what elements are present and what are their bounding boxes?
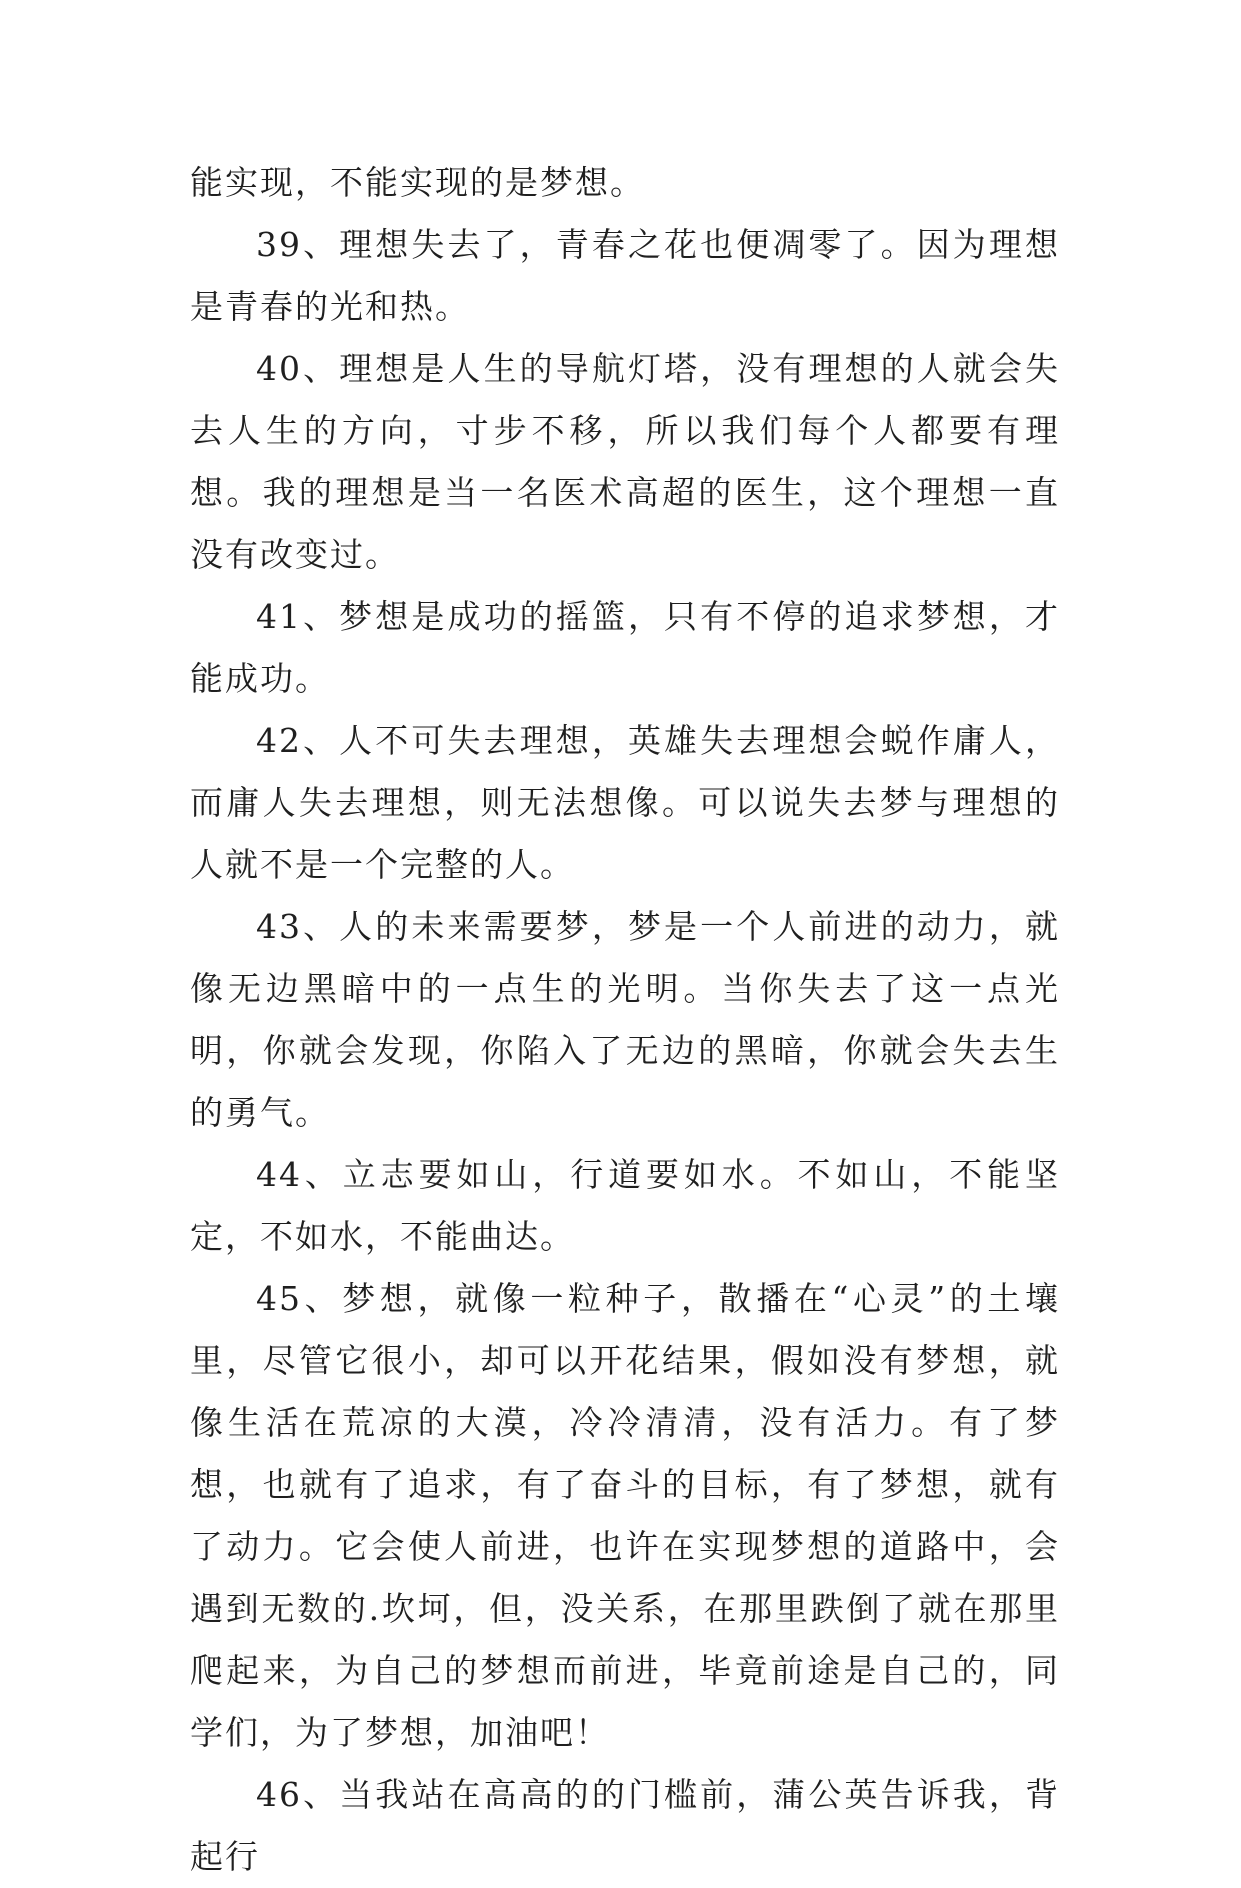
paragraph-continuation: 能实现，不能实现的是梦想。 xyxy=(190,163,645,202)
document-body xyxy=(190,152,1060,1888)
paragraph-42: 42、人不可失去理想，英雄失去理想会蜕作庸人，而庸人失去理想，则无法想像。可以说失去梦与理想的人就不是一个完整的人。 xyxy=(190,721,1060,884)
paragraph-45: 45、梦想，就像一粒种子，散播在“心灵”的土壤里，尽管它很小，却可以开花结果，假如没有梦想，就像生活在荒凉的大漠，冷冷清清，没有活力。有了梦想，也就有了追求，有了奋斗的目标，有了梦想，就有了动力。它会使人前进，也许在实现梦想的道路中，会遇到无数的.坎坷，但，没关系，在那里跌倒了就在那里爬起来，为自己的梦想而前进，毕竟前途是自己的，同学们，为了梦想，加油吧！ xyxy=(190,1279,1060,1752)
paragraph-41: 41、梦想是成功的摇篮，只有不停的追求梦想，才能成功。 xyxy=(190,597,1060,698)
paragraph-44: 44、立志要如山，行道要如水。不如山，不能坚定，不如水，不能曲达。 xyxy=(190,1155,1060,1256)
paragraph-40: 40、理想是人生的导航灯塔，没有理想的人就会失去人生的方向，寸步不移，所以我们每个人都要有理想。我的理想是当一名医术高超的医生，这个理想一直没有改变过。 xyxy=(190,349,1060,574)
paragraph-46: 46、当我站在高高的的门槛前，蒲公英告诉我，背起行 xyxy=(190,1775,1060,1876)
paragraph-39: 39、理想失去了，青春之花也便凋零了。因为理想是青春的光和热。 xyxy=(190,225,1060,326)
paragraph-43: 43、人的未来需要梦，梦是一个人前进的动力，就像无边黑暗中的一点生的光明。当你失去了这一点光明，你就会发现，你陷入了无边的黑暗，你就会失去生的勇气。 xyxy=(190,907,1060,1132)
